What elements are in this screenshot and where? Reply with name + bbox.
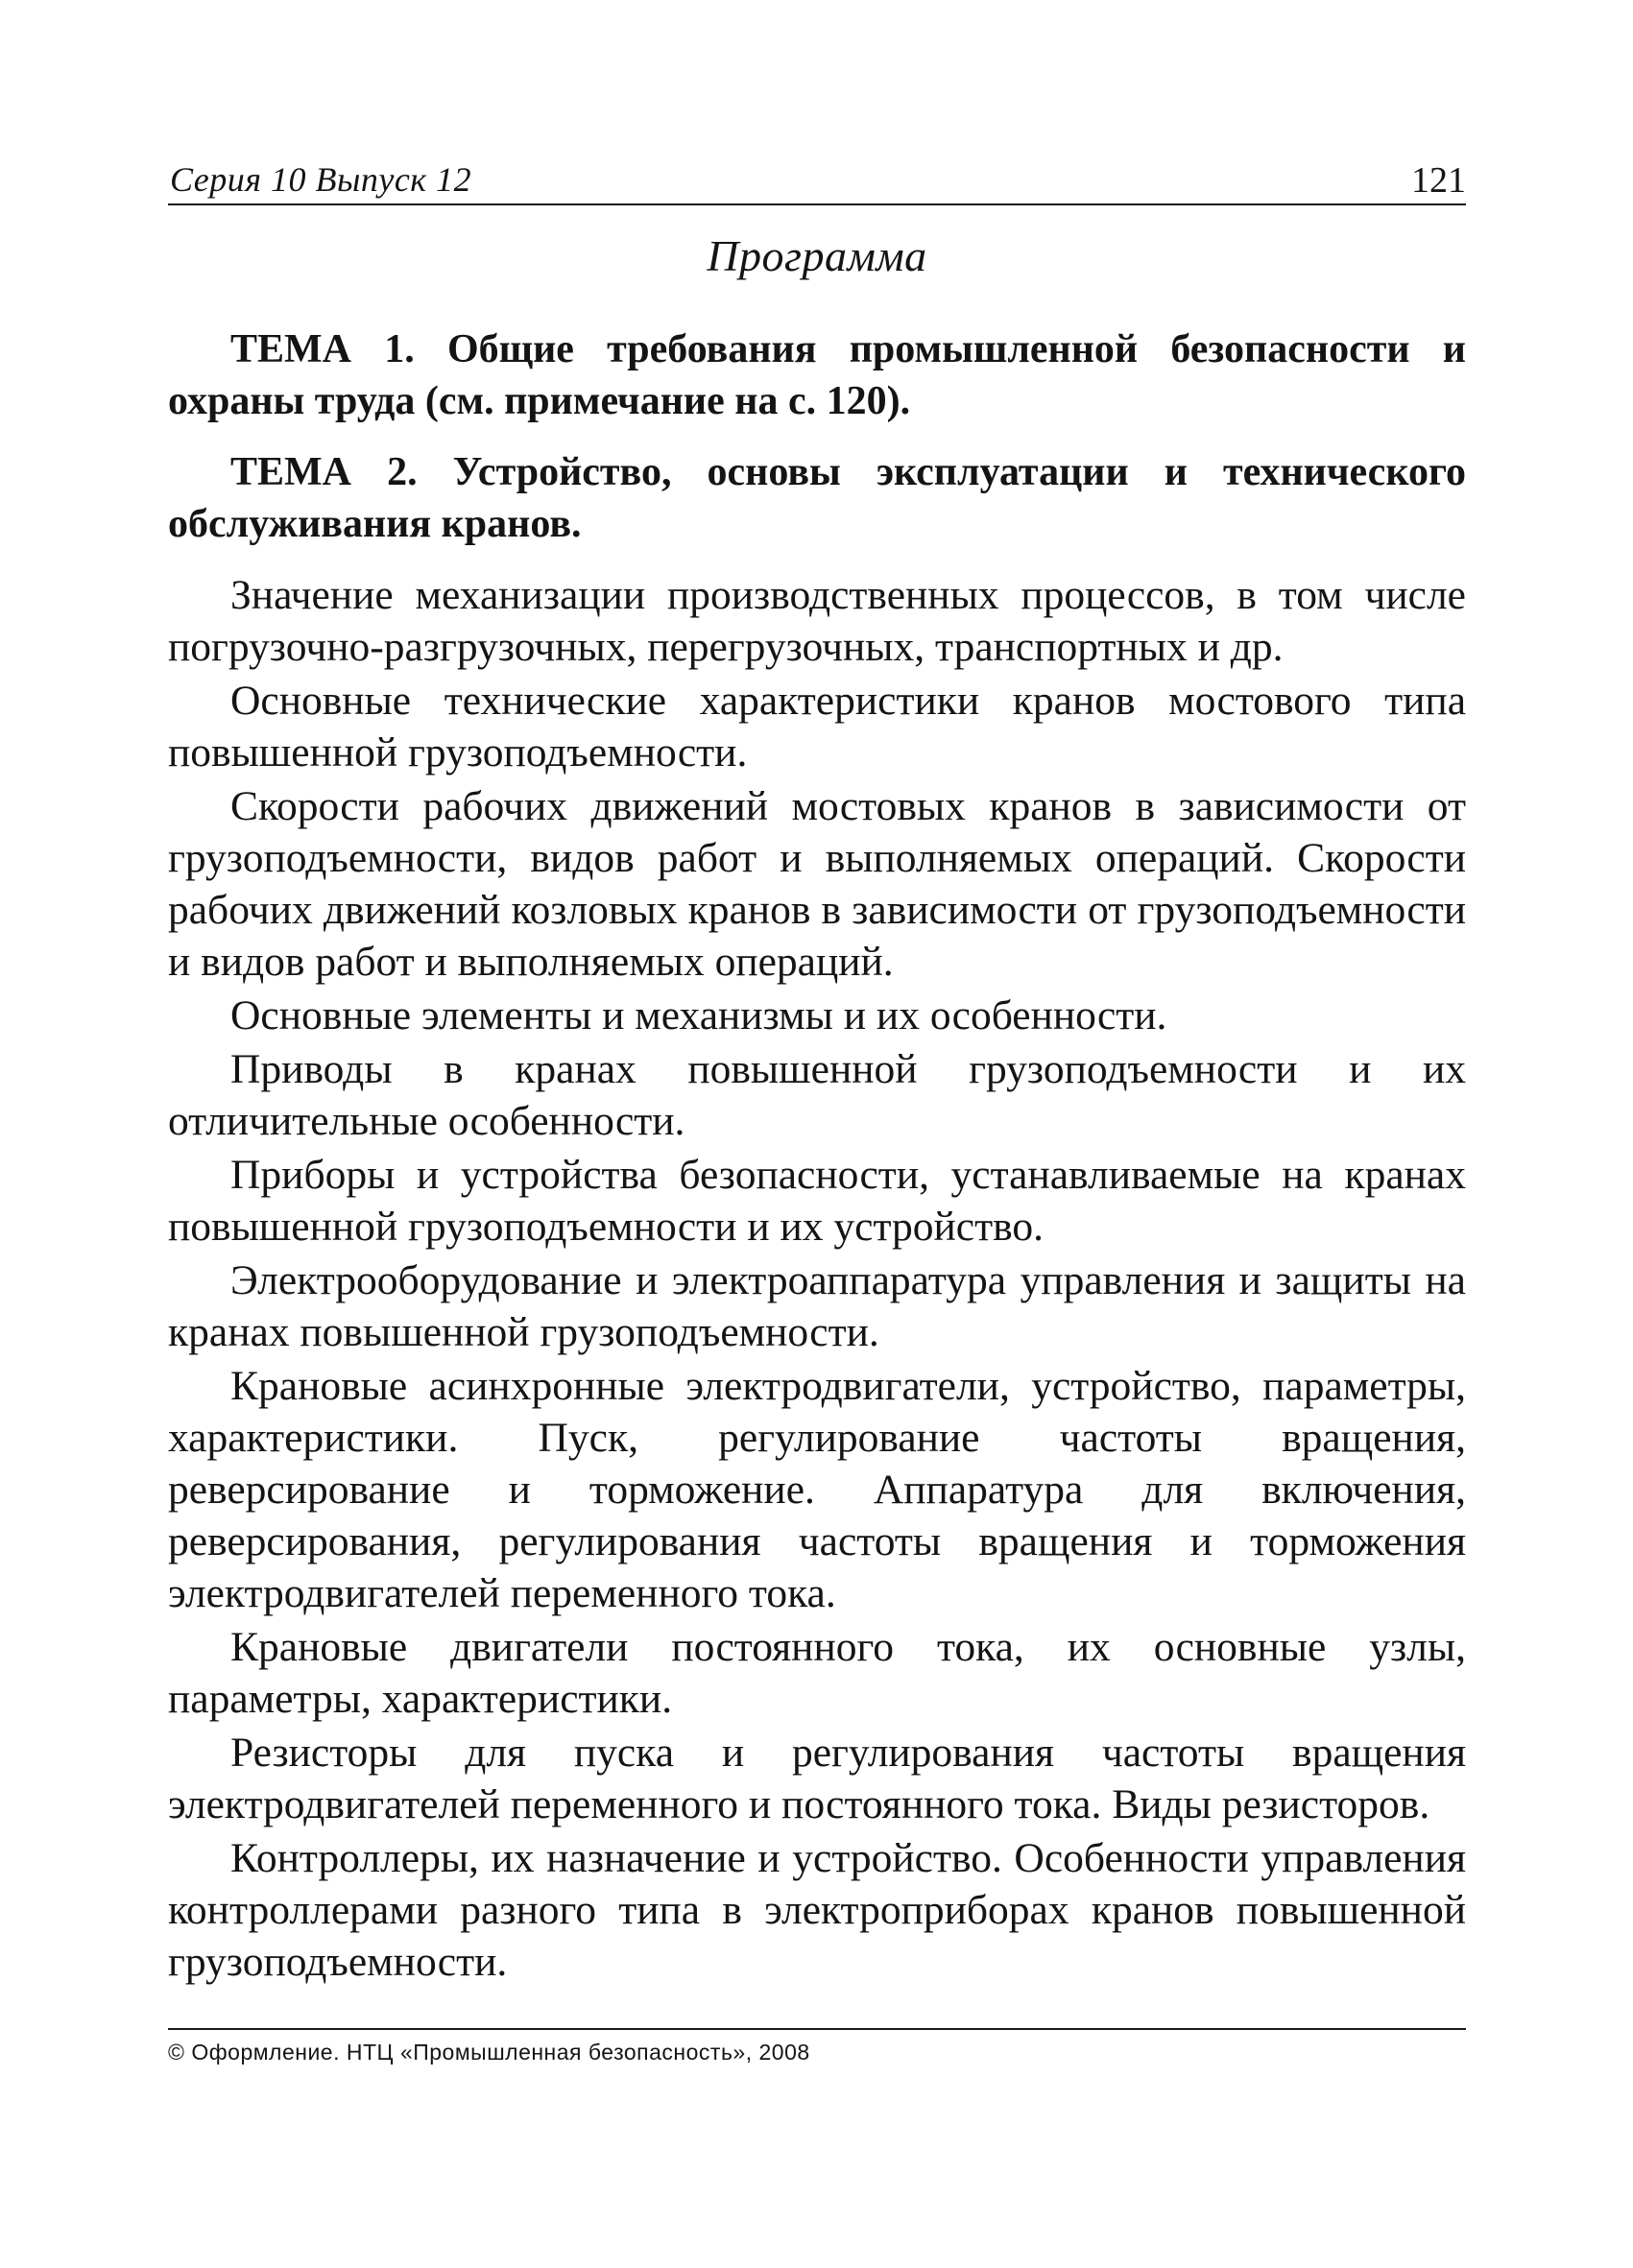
document-page (168, 144, 1466, 1990)
topic-2-heading: ТЕМА 2. Устройство, основы эксплуатации и технического обслуживания кранов. (168, 450, 1466, 546)
paragraph-mechanization: Значение механизации производственных процессов, в том числе погрузочно-разгрузочных, перегрузочных, транспортных и др. (168, 572, 1466, 670)
paragraph-working-speeds: Скорости рабочих движений мостовых кранов в зависимости от грузоподъемности, видов работ и выполняемых операций. Скорости рабочих движений козловых кранов в зависимости от грузоподъемности и видов работ и выполняемых операций. (168, 783, 1466, 985)
running-header (168, 144, 1466, 205)
paragraph-safety-devices: Приборы и устройства безопасности, устанавливаемые на кранах повышенной грузоподъемности и их устройство. (168, 1152, 1466, 1250)
page-number: 121 (1411, 160, 1466, 201)
paragraph-technical-characteristics: Основные технические характеристики кранов мостового типа повышенной грузоподъемности. (168, 678, 1466, 776)
series-issue-label: Серия 10 Выпуск 12 (170, 160, 472, 199)
paragraph-async-motors: Крановые асинхронные электродвигатели, устройство, параметры, характеристики. Пуск, регулирование частоты вращения, реверсирование и торможение. Аппаратура для включения, реверсирования, регулирования частоты вращения и торможения электродвигателей переменного тока. (168, 1363, 1466, 1616)
paragraph-electrical-equipment: Электрооборудование и электроаппаратура управления и защиты на кранах повышенной грузоподъемности. (168, 1257, 1466, 1355)
paragraph-drives: Приводы в кранах повышенной грузоподъемности и их отличительные особенности. (168, 1046, 1466, 1144)
body-text (168, 323, 1466, 1988)
paragraph-resistors: Резисторы для пуска и регулирования частоты вращения электродвигателей переменного и постоянного тока. Виды резисторов. (168, 1730, 1466, 1827)
paragraph-dc-motors: Крановые двигатели постоянного тока, их основные узлы, параметры, характеристики. (168, 1624, 1466, 1722)
paragraph-controllers: Контроллеры, их назначение и устройство. Особенности управления контроллерами разного типа в электроприборах кранов повышенной грузоподъемности. (168, 1835, 1466, 1985)
copyright-footer: © Оформление. НТЦ «Промышленная безопасность», 2008 (168, 2028, 1466, 2065)
topic-1-heading: ТЕМА 1. Общие требования промышленной безопасности и охраны труда (см. примечание на с. 120). (168, 327, 1466, 423)
program-title: Программа (707, 231, 927, 280)
paragraph-main-elements: Основные элементы и механизмы и их особенности. (230, 992, 1167, 1039)
